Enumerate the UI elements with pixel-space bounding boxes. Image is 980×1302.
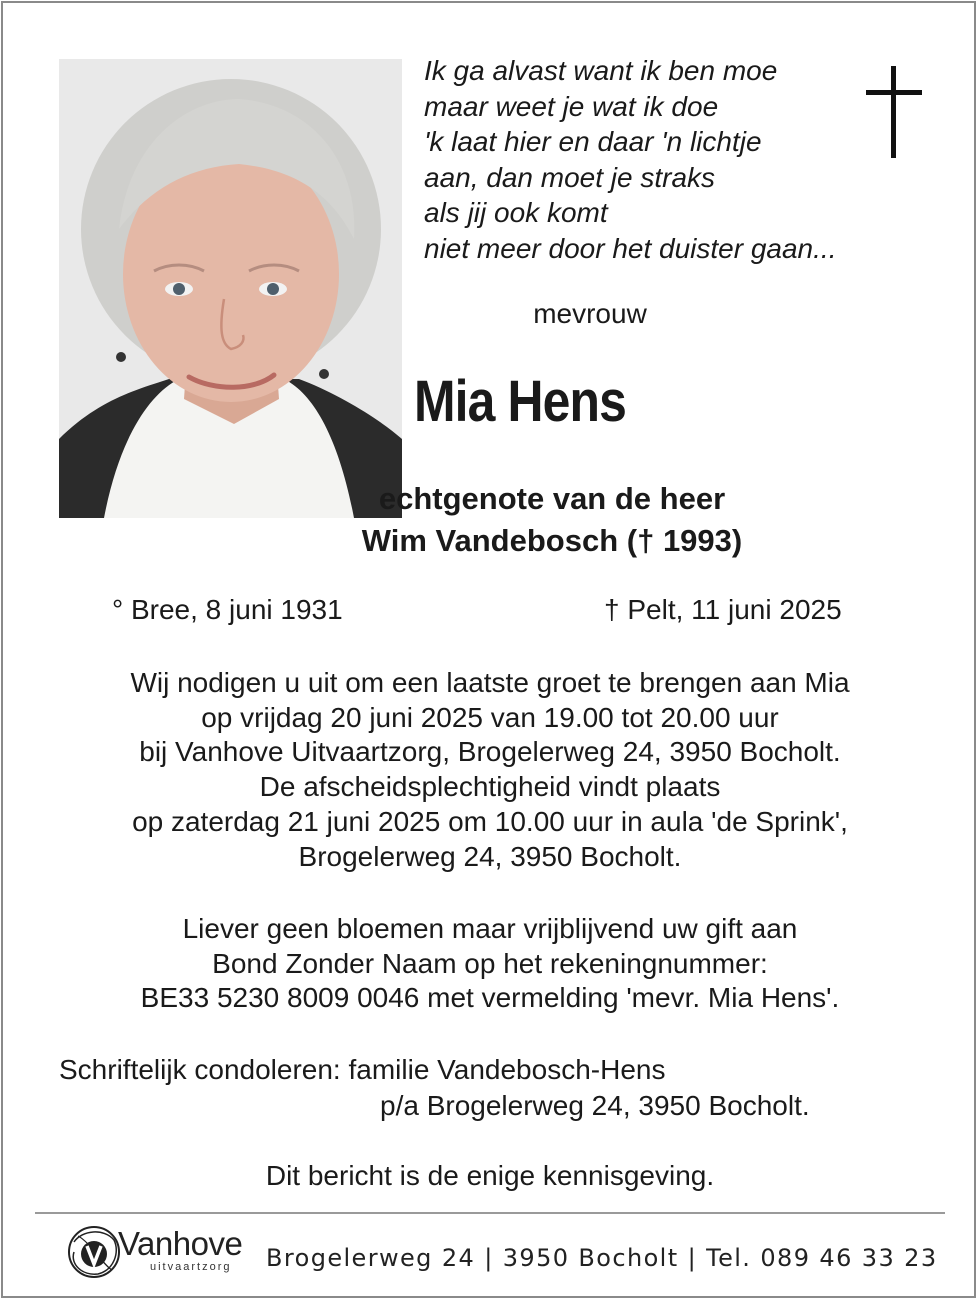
deceased-name: Mia Hens [413, 369, 627, 434]
donation-line: Bond Zonder Naam op het rekeningnummer: [212, 947, 768, 979]
invitation-text [40, 666, 940, 874]
invitation-line: op zaterdag 21 juni 2025 om 10.00 uur in aula 'de Sprink', [132, 805, 848, 837]
condolence-line-1: Schriftelijk condoleren: familie Vandebosch-Hens [59, 1054, 666, 1085]
poem-line: Ik ga alvast want ik ben moe [424, 55, 778, 86]
vanhove-logo-icon [64, 1222, 124, 1282]
spouse-info [292, 478, 812, 562]
poem [424, 53, 864, 266]
brand-subtitle: uitvaartzorg [150, 1261, 232, 1273]
poem-line: aan, dan moet je straks [424, 161, 716, 193]
poem-line: 'k laat hier en daar 'n lichtje [424, 126, 762, 157]
poem-line: maar weet je wat ik doe [424, 90, 719, 122]
spouse-line-1: echtgenote van de heer [378, 481, 726, 516]
donation-text [40, 912, 940, 1016]
invitation-line: Brogelerweg 24, 3950 Bocholt. [298, 840, 682, 872]
spouse-line-2: Wim Vandebosch († 1993) [361, 523, 743, 558]
invitation-line: Wij nodigen u uit om een laatste groet te brengen aan Mia [130, 667, 850, 698]
condolence-line-2: p/a Brogelerweg 24, 3950 Bocholt. [380, 1090, 810, 1121]
invitation-line: bij Vanhove Uitvaartzorg, Brogelerweg 24, 3950 Bocholt. [139, 736, 841, 768]
footer-divider [35, 1212, 945, 1214]
poem-line: als jij ook komt [424, 197, 608, 228]
death-info: † Pelt, 11 juni 2025 [604, 594, 842, 625]
footer-contact: Brogelerweg 24 | 3950 Bocholt | Tel. 089 46 33 23 [266, 1244, 938, 1272]
portrait-photo [59, 59, 402, 518]
portrait-image [59, 59, 402, 518]
poem-line: niet meer door het duister gaan... [424, 232, 837, 264]
invitation-line: De afscheidsplechtigheid vindt plaats [259, 771, 721, 803]
donation-line: BE33 5230 8009 0046 met vermelding 'mevr. Mia Hens'. [140, 982, 840, 1014]
donation-line: Liever geen bloemen maar vrijblijvend uw gift aan [182, 913, 798, 944]
birth-info: ° Bree, 8 juni 1931 [112, 594, 343, 625]
invitation-line: op vrijdag 20 juni 2025 van 19.00 tot 20.00 uur [201, 701, 779, 733]
closing-note: Dit bericht is de enige kennisgeving. [265, 1160, 715, 1191]
brand-name: Vanhove [118, 1225, 243, 1262]
cross-icon [866, 66, 922, 158]
honorific: mevrouw [533, 298, 647, 329]
